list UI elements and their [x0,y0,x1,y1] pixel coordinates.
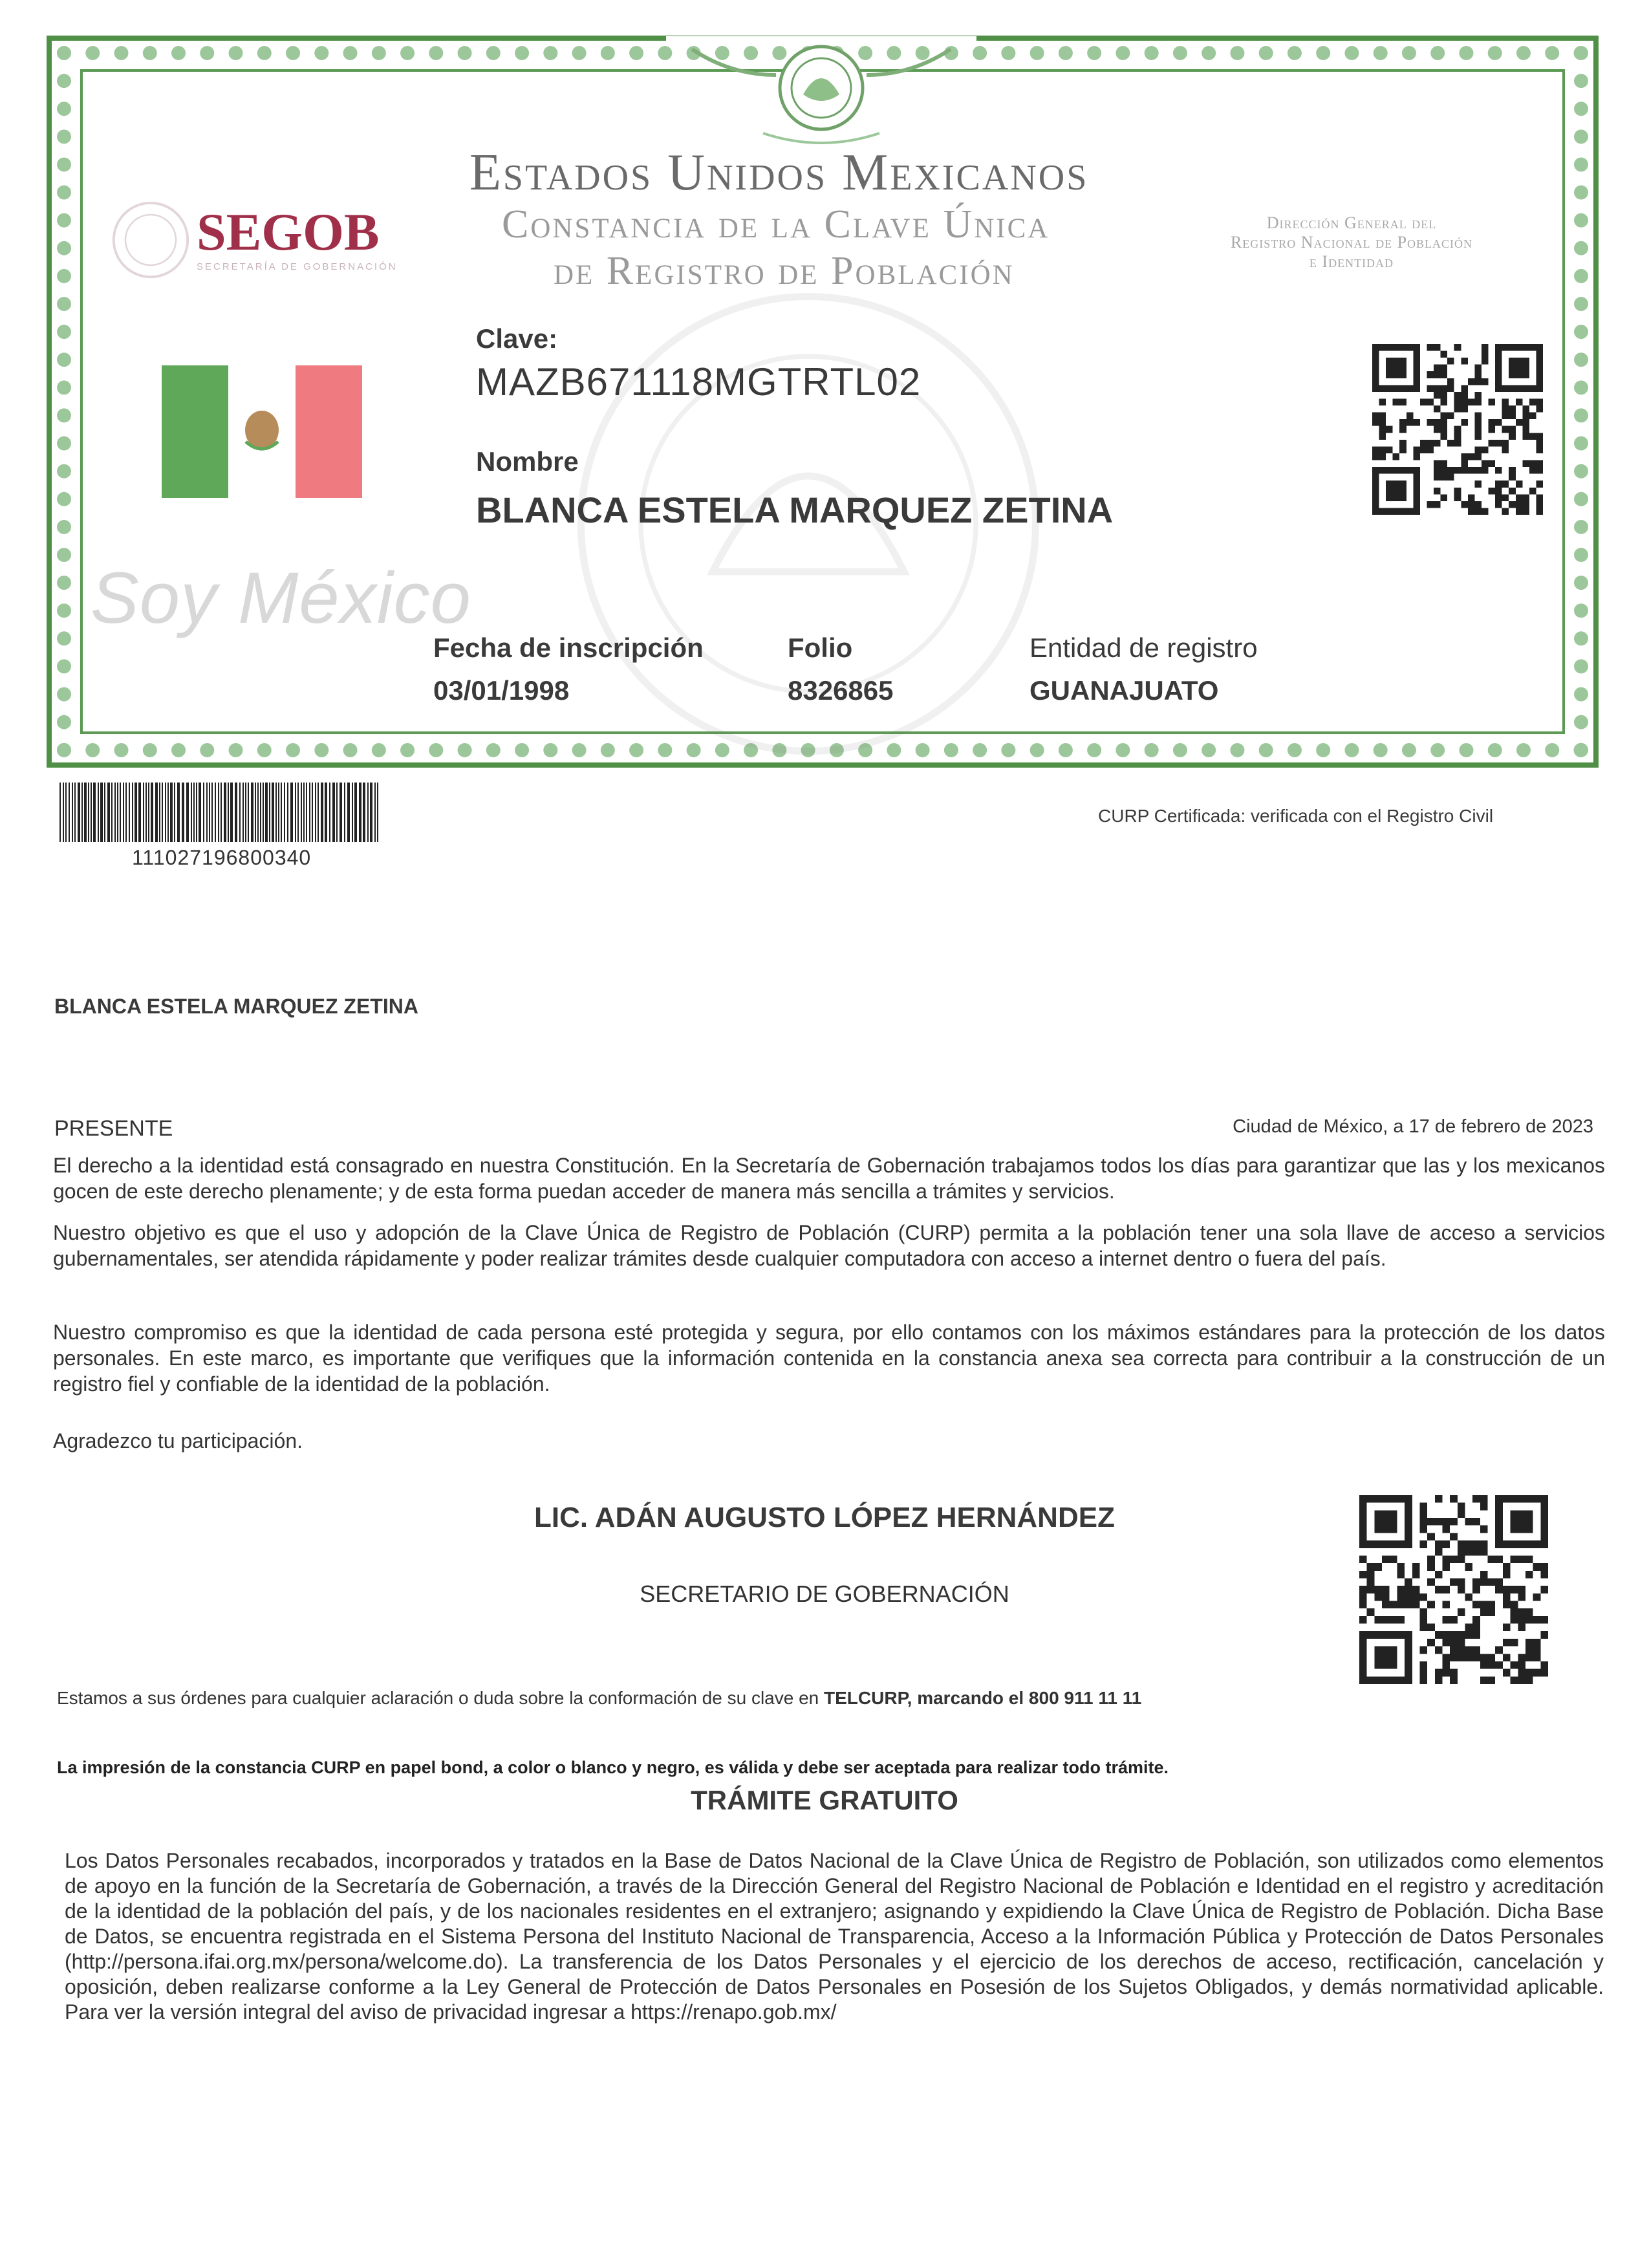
segob-emblem-icon [109,198,193,282]
signer-title: SECRETARIO DE GOBERNACIÓN [640,1581,1009,1607]
mexican-flag-icon [162,365,362,498]
nombre-value: BLANCA ESTELA MARQUEZ ZETINA [476,490,1114,530]
telcurp-note [57,1688,1141,1709]
privacy-notice: Los Datos Personales recabados, incorporados y tratados en la Base de Datos Nacional de la Clave Única de Registro de Población, son utilizados como elementos de apoyo en la función de la Secretaría de Gobernación, a través de la Dirección General del Registro Nacional de Población e Identidad en el registro y acreditación de la identidad de la población del país, y de los nacionales residentes en el extranjero; asignando y expidiendo la Clave Única de Registro de Población. Dicha Base de Datos, se encuentra registrada en el Sistema Persona del Instituto Nacional de Transparencia, Acceso a la Información Pública y Protección de Datos Personales (http://persona.ifai.org.mx/persona/welcome.do). La transferencia de los Datos Personales y el ejercicio de los derechos de acceso, rectificación, cancelación y oposición, deben realizarse conforme a la Ley General de Protección de Datos Personales en Posesión de los Sujetos Obligados, y demás normatividad aplicable. Para ver la versión integral del aviso de privacidad ingresar a https://renapo.gob.mx/ [65,1849,1604,2024]
letter-presente: PRESENTE [54,1116,173,1141]
impresion-note: La impresión de la constancia CURP en papel bond, a color o blanco y negro, es válida y debe ser aceptada para realizar todo trámite. [57,1758,1169,1777]
curp-certified-note: CURP Certificada: verificada con el Registro Civil [1098,806,1494,826]
slogan-watermark: Soy México [91,557,471,638]
telcurp-phone: TELCURP, marcando el 800 911 11 11 [824,1688,1142,1708]
dgr-line-3: e Identidad [1309,252,1394,271]
barcode-number: 111027196800340 [132,846,312,869]
telcurp-text: Estamos a sus órdenes para cualquier aclaración o duda sobre la conformación de su clave en [57,1688,824,1708]
letter-paragraph-1: El derecho a la identidad está consagrado en nuestra Constitución. En la Secretaría de Gobernación trabajamos todos los días para garantizar que las y los mexicanos gocen de este derecho plenamente; y de esta forma puedan acceder de manera más sencilla a trámites y servicios. [53,1154,1605,1203]
nombre-label: Nombre [476,446,579,477]
national-seal-icon [666,36,976,159]
signer-name: LIC. ADÁN AUGUSTO LÓPEZ HERNÁNDEZ [534,1502,1115,1533]
fecha-inscripcion-label: Fecha de inscripción [433,632,704,663]
entidad-registro-value: GUANAJUATO [1029,675,1219,706]
barcode-icon [59,783,382,842]
dgr-line-1: Dirección General del [1266,213,1437,232]
letter-closing: Agradezco tu participación. [53,1429,303,1453]
segob-logo-subtext: SECRETARÍA DE GOBERNACIÓN [197,261,398,272]
dgr-line-2: Registro Nacional de Población [1230,233,1473,252]
folio-value: 8326865 [788,675,894,706]
clave-label: Clave: [476,323,558,354]
folio-label: Folio [788,632,853,663]
qr-code-icon [1372,344,1543,515]
letter-paragraph-3: Nuestro compromiso es que la identidad de cada persona esté protegida y segura, por ello contamos con los máximos estándares para la protección de los datos personales. En este marco, es importante que verifiques que la información contenida en la constancia anexa sea correcta para contribuir a la construcción de un registro fiel y confiable de la identidad de la población. [53,1321,1605,1396]
letter-date: Ciudad de México, a 17 de febrero de 2023 [1233,1116,1593,1137]
segob-logo-text: SEGOB [197,202,380,261]
header-subtitle-line2: de Registro de Población [554,249,1015,293]
letter-paragraph-2: Nuestro objetivo es que el uso y adopción de la Clave Única de Registro de Población (CURP) permita a la población tener una sola llave de acceso a servicios gubernamentales, ser atendida rápidamente y poder realizar trámites desde cualquier computadora con acceso a internet dentro o fuera del país. [53,1221,1605,1270]
letter-addressee: BLANCA ESTELA MARQUEZ ZETINA [54,995,418,1018]
fecha-inscripcion-value: 03/01/1998 [433,675,570,706]
clave-value: MAZB671118MGTRTL02 [476,360,921,404]
header-subtitle-line1: Constancia de la Clave Única [502,202,1050,246]
header-title: Estados Unidos Mexicanos [469,144,1089,201]
entidad-registro-label: Entidad de registro [1029,632,1258,663]
tramite-gratuito: TRÁMITE GRATUITO [691,1785,958,1815]
dgr-office-text [1190,213,1513,272]
